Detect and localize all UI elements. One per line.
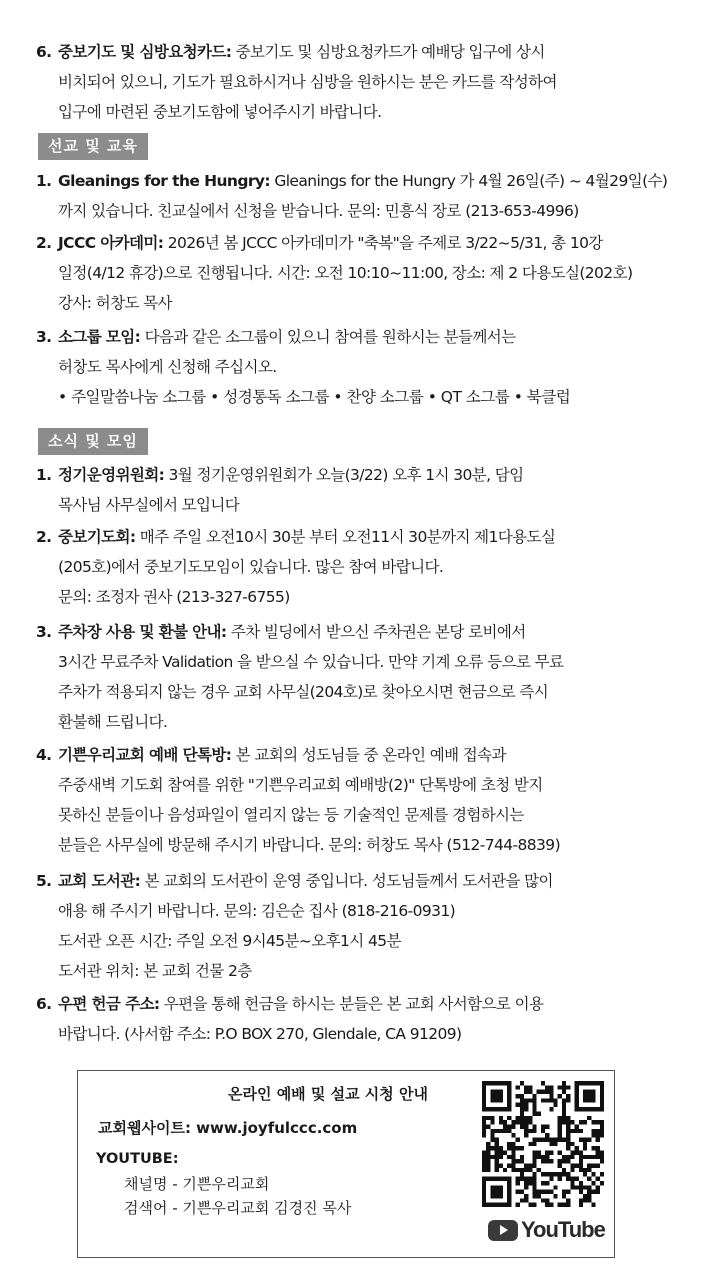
- item-text: 우편을 통해 헌금을 하시는 분들은 본 교회 사서함으로 이용: [163, 995, 544, 1013]
- small-group-notice: [36, 322, 684, 412]
- item-text: 바랍니다. (사서함 주소: P.O BOX 270, Glendale, CA 91209): [58, 1025, 462, 1043]
- item-text: Gleanings for the Hungry 가 4월 26일(주) ~ 4월29일(수): [274, 172, 668, 190]
- church-website: 교회웹사이트: www.joyfulccc.com: [98, 1119, 358, 1137]
- item-text: 주차 빌딩에서 받으신 주차권은 본당 로비에서: [230, 623, 526, 641]
- item-title: Gleanings for the Hungry:: [58, 172, 270, 190]
- item-title: 중보기도 및 심방요청카드:: [58, 43, 232, 61]
- youtube-channel-name: 채널명 - 기쁜우리교회: [124, 1175, 270, 1193]
- section-header-mission-education: 선교 및 교육: [38, 133, 148, 160]
- item-text: 분들은 사무실에 방문해 주시기 바랍니다. 문의: 허창도 목사 (512-744-8839): [58, 836, 561, 854]
- item-number: 1.: [36, 466, 52, 484]
- item-text: 도서관 위치: 본 교회 건물 2층: [58, 962, 252, 980]
- item-text: 중보기도 및 심방요청카드가 예배당 입구에 상시: [235, 43, 545, 61]
- item-title: 교회 도서관:: [58, 872, 141, 890]
- item-text: 본 교회의 도서관이 운영 중입니다. 성도님들께서 도서관을 많이: [144, 872, 553, 890]
- item-text: 비치되어 있으니, 기도가 필요하시거나 심방을 원하시는 분은 카드를 작성하여: [58, 73, 557, 91]
- item-title: 기쁜우리교회 예배 단톡방:: [58, 746, 232, 764]
- item-text: 허창도 목사에게 신청해 주십시오.: [58, 358, 277, 376]
- youtube-logo-text: YouTube: [521, 1217, 605, 1242]
- item-number: 3.: [36, 328, 52, 346]
- item-text: 강사: 허창도 목사: [58, 294, 172, 312]
- parking-notice: [36, 617, 684, 737]
- online-worship-infobox: [77, 1070, 615, 1258]
- item-text: 까지 있습니다. 친교실에서 신청을 받습니다. 문의: 민흥식 장로 (213-653-4996): [58, 202, 579, 220]
- item-number: 2.: [36, 234, 52, 252]
- item-number: 4.: [36, 746, 52, 764]
- qr-code-icon: [482, 1081, 604, 1207]
- item-text: 애용 해 주시기 바랍니다. 문의: 김은순 집사 (818-216-0931): [58, 902, 456, 920]
- item-title: 정기운영위원회:: [58, 466, 165, 484]
- committee-notice: [36, 460, 684, 520]
- play-icon: [488, 1220, 518, 1241]
- item-text: 일정(4/12 휴강)으로 진행됩니다. 시간: 오전 10:10~11:00, 장소: 제 2 다용도실(202호): [58, 264, 633, 282]
- item-title: 우편 헌금 주소:: [58, 995, 160, 1013]
- mail-offering-notice: [36, 989, 684, 1049]
- item-title: 소그룹 모임:: [58, 328, 141, 346]
- item-text: 환불해 드립니다.: [58, 713, 168, 731]
- item-text: 목사님 사무실에서 모입니다: [58, 496, 240, 514]
- item-text: 다음과 같은 소그룹이 있으니 참여를 원하시는 분들께서는: [144, 328, 516, 346]
- prayer-card-notice: [36, 37, 684, 127]
- item-text: 매주 주일 오전10시 30분 부터 오전11시 30분까지 제1다용도실: [139, 528, 556, 546]
- item-title: 중보기도회:: [58, 528, 136, 546]
- item-number: 6.: [36, 995, 52, 1013]
- small-group-list: • 주일말씀나눔 소그룹 • 성경통독 소그룹 • 찬양 소그룹 • QT 소그룹 • 북클럽: [58, 388, 571, 406]
- item-text: 3시간 무료주차 Validation 을 받으실 수 있습니다. 만약 기계 오류 등으로 무료: [58, 653, 564, 671]
- item-text: 2026년 봄 JCCC 아카데미가 "축복"을 주제로 3/22~5/31, 총 10강: [167, 234, 603, 252]
- item-text: 주차가 적용되지 않는 경우 교회 사무실(204호)로 찾아오시면 현금으로 즉시: [58, 683, 549, 701]
- library-notice: [36, 866, 684, 986]
- item-text: 문의: 조정자 권사 (213-327-6755): [58, 588, 290, 606]
- item-number: 3.: [36, 623, 52, 641]
- youtube-logo-icon: [488, 1217, 605, 1243]
- youtube-search-term: 검색어 - 기쁜우리교회 김경진 목사: [124, 1199, 352, 1217]
- item-text: (205호)에서 중보기도모임이 있습니다. 많은 참여 바랍니다.: [58, 558, 444, 576]
- item-number: 5.: [36, 872, 52, 890]
- item-text: 3월 정기운영위원회가 오늘(3/22) 오후 1시 30분, 담임: [168, 466, 524, 484]
- item-text: 입구에 마련된 중보기도함에 넣어주시기 바랍니다.: [58, 103, 382, 121]
- academy-notice: [36, 228, 684, 318]
- item-number: 6.: [36, 43, 52, 61]
- item-title: JCCC 아카데미:: [58, 234, 164, 252]
- item-text: 본 교회의 성도님들 중 온라인 예배 접속과: [235, 746, 506, 764]
- chatroom-notice: [36, 740, 684, 860]
- item-text: 주중새벽 기도회 참여를 위한 "기쁜우리교회 예배방(2)" 단톡방에 초청 받지: [58, 776, 543, 794]
- item-number: 2.: [36, 528, 52, 546]
- gleanings-notice: [36, 166, 684, 226]
- item-title: 주차장 사용 및 환불 안내:: [58, 623, 227, 641]
- infobox-title: 온라인 예배 및 설교 시청 안내: [228, 1085, 428, 1103]
- youtube-label: YOUTUBE:: [96, 1151, 179, 1167]
- intercessory-prayer-notice: [36, 522, 684, 612]
- item-text: 도서관 오픈 시간: 주일 오전 9시45분~오후1시 45분: [58, 932, 401, 950]
- item-text: 못하신 분들이나 음성파일이 열리지 않는 등 기술적인 문제를 경험하시는: [58, 806, 524, 824]
- section-header-news-meetings: 소식 및 모임: [38, 428, 148, 455]
- item-number: 1.: [36, 172, 52, 190]
